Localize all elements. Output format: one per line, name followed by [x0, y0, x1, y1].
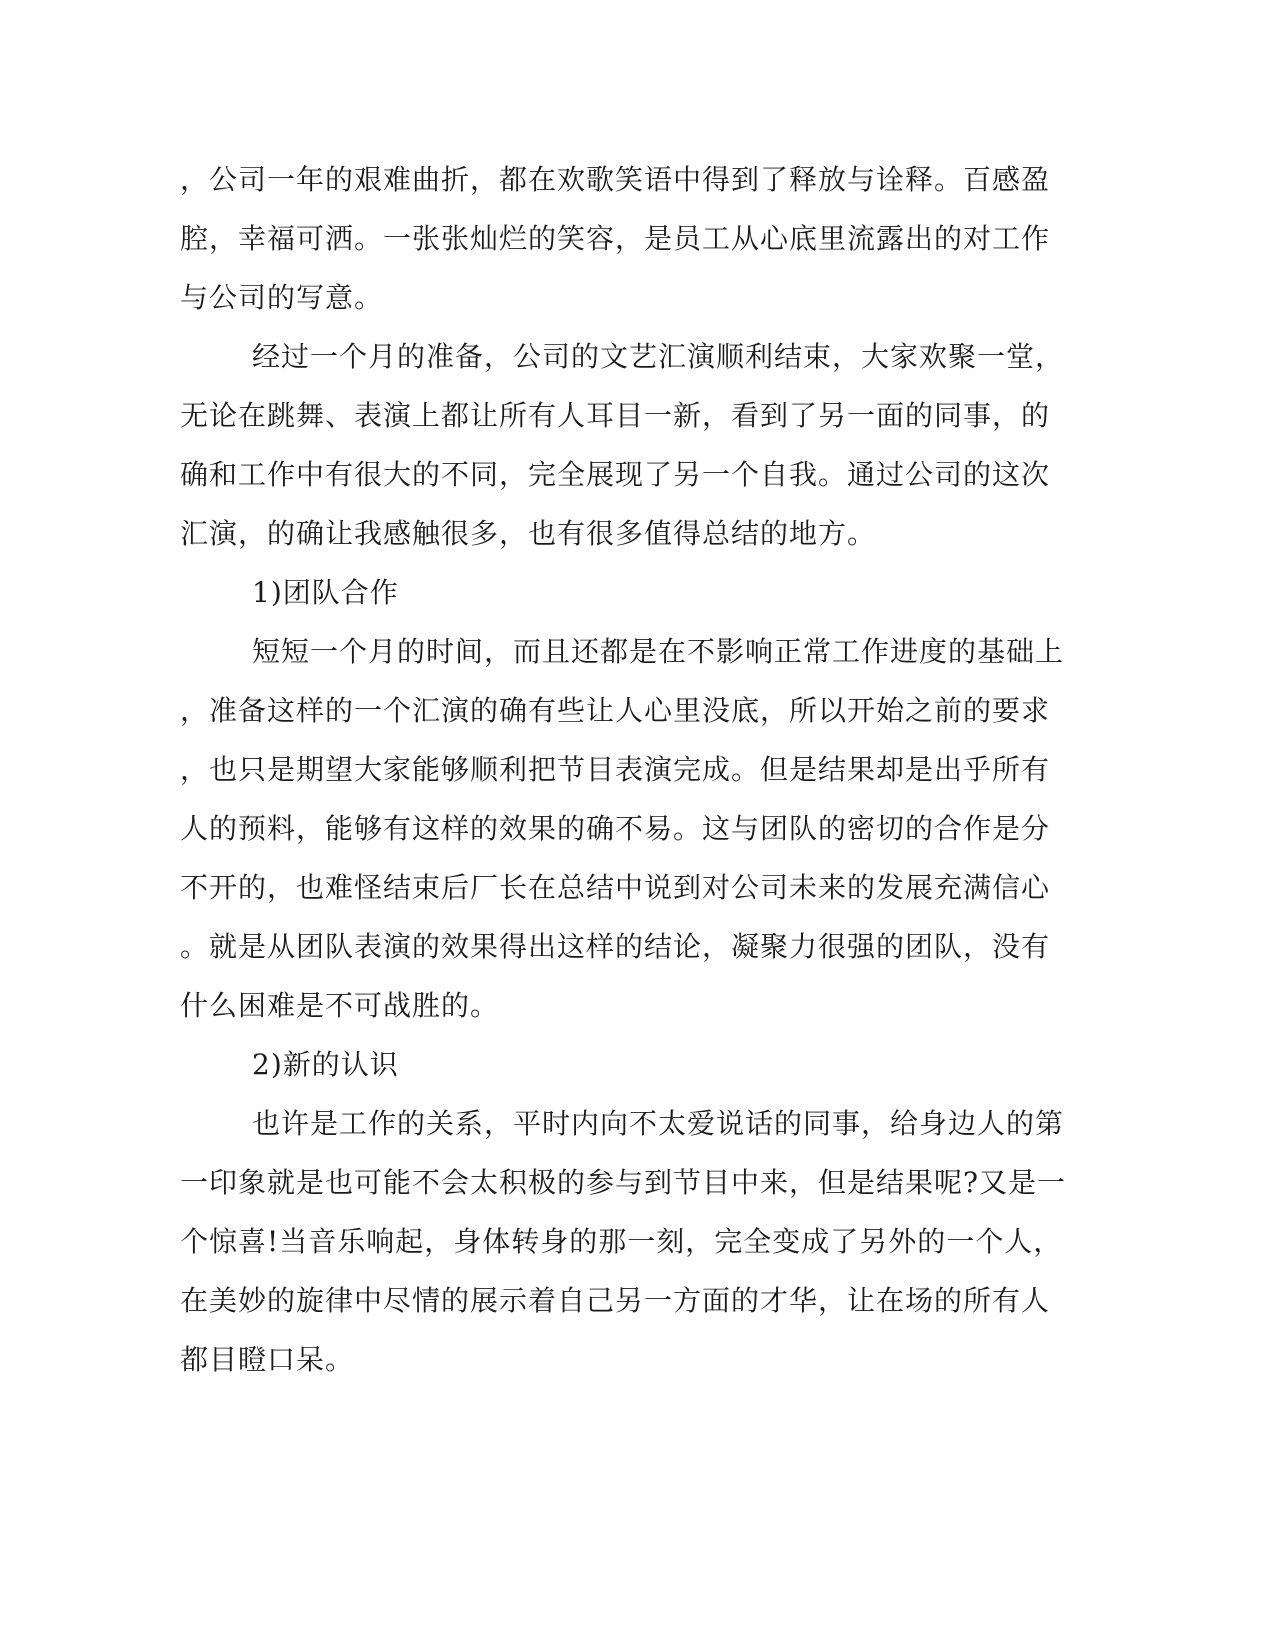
paragraph-line: 与公司的写意。 — [180, 281, 384, 314]
paragraph-line: 一印象就是也可能不会太积极的参与到节目中来，但是结果呢?又是一 — [180, 1166, 1067, 1199]
paragraph-line: 什么困难是不可战胜的。 — [180, 989, 500, 1022]
paragraph-line: 在美妙的旋律中尽情的展示着自己另一方面的才华，让在场的所有人 — [180, 1284, 1051, 1317]
paragraph-line: ，也只是期望大家能够顺利把节目表演完成。但是结果却是出乎所有 — [180, 753, 1051, 786]
document-body — [180, 150, 1067, 1389]
heading-teamwork: 1)团队合作 — [252, 576, 399, 609]
paragraph-line: 都目瞪口呆。 — [180, 1343, 355, 1376]
heading-new-understanding: 2)新的认识 — [252, 1048, 399, 1081]
paragraph-line: 汇演，的确让我感触很多，也有很多值得总结的地方。 — [180, 517, 877, 550]
paragraph-line: ，准备这样的一个汇演的确有些让人心里没底，所以开始之前的要求 — [180, 694, 1051, 727]
paragraph-line: 个惊喜!当音乐响起，身体转身的那一刻，完全变成了另外的一个人， — [180, 1225, 1063, 1258]
paragraph-teamwork — [180, 622, 1065, 1035]
paragraph-line: 腔，幸福可洒。一张张灿烂的笑容，是员工从心底里流露出的对工作 — [180, 222, 1051, 255]
paragraph-line: 人的预料，能够有这样的效果的确不易。这与团队的密切的合作是分 — [180, 812, 1051, 845]
paragraph-review — [180, 327, 1065, 563]
paragraph-line: 经过一个月的准备，公司的文艺汇演顺利结束，大家欢聚一堂， — [252, 340, 1065, 373]
paragraph-line: 不开的，也难怪结束后厂长在总结中说到对公司未来的发展充满信心 — [180, 871, 1051, 904]
paragraph-line: 。就是从团队表演的效果得出这样的结论，凝聚力很强的团队，没有 — [180, 930, 1051, 963]
paragraph-line: 确和工作中有很大的不同，完全展现了另一个自我。通过公司的这次 — [180, 458, 1051, 491]
paragraph-line: 也许是工作的关系，平时内向不太爱说话的同事，给身边人的第 — [252, 1107, 1065, 1140]
paragraph-new-understanding — [180, 1094, 1067, 1389]
paragraph-line: 短短一个月的时间，而且还都是在不影响正常工作进度的基础上 — [252, 635, 1065, 668]
paragraph-intro — [180, 150, 1051, 327]
paragraph-line: 无论在跳舞、表演上都让所有人耳目一新，看到了另一面的同事，的 — [180, 399, 1051, 432]
paragraph-line: ，公司一年的艰难曲折，都在欢歌笑语中得到了释放与诠释。百感盈 — [180, 163, 1051, 196]
